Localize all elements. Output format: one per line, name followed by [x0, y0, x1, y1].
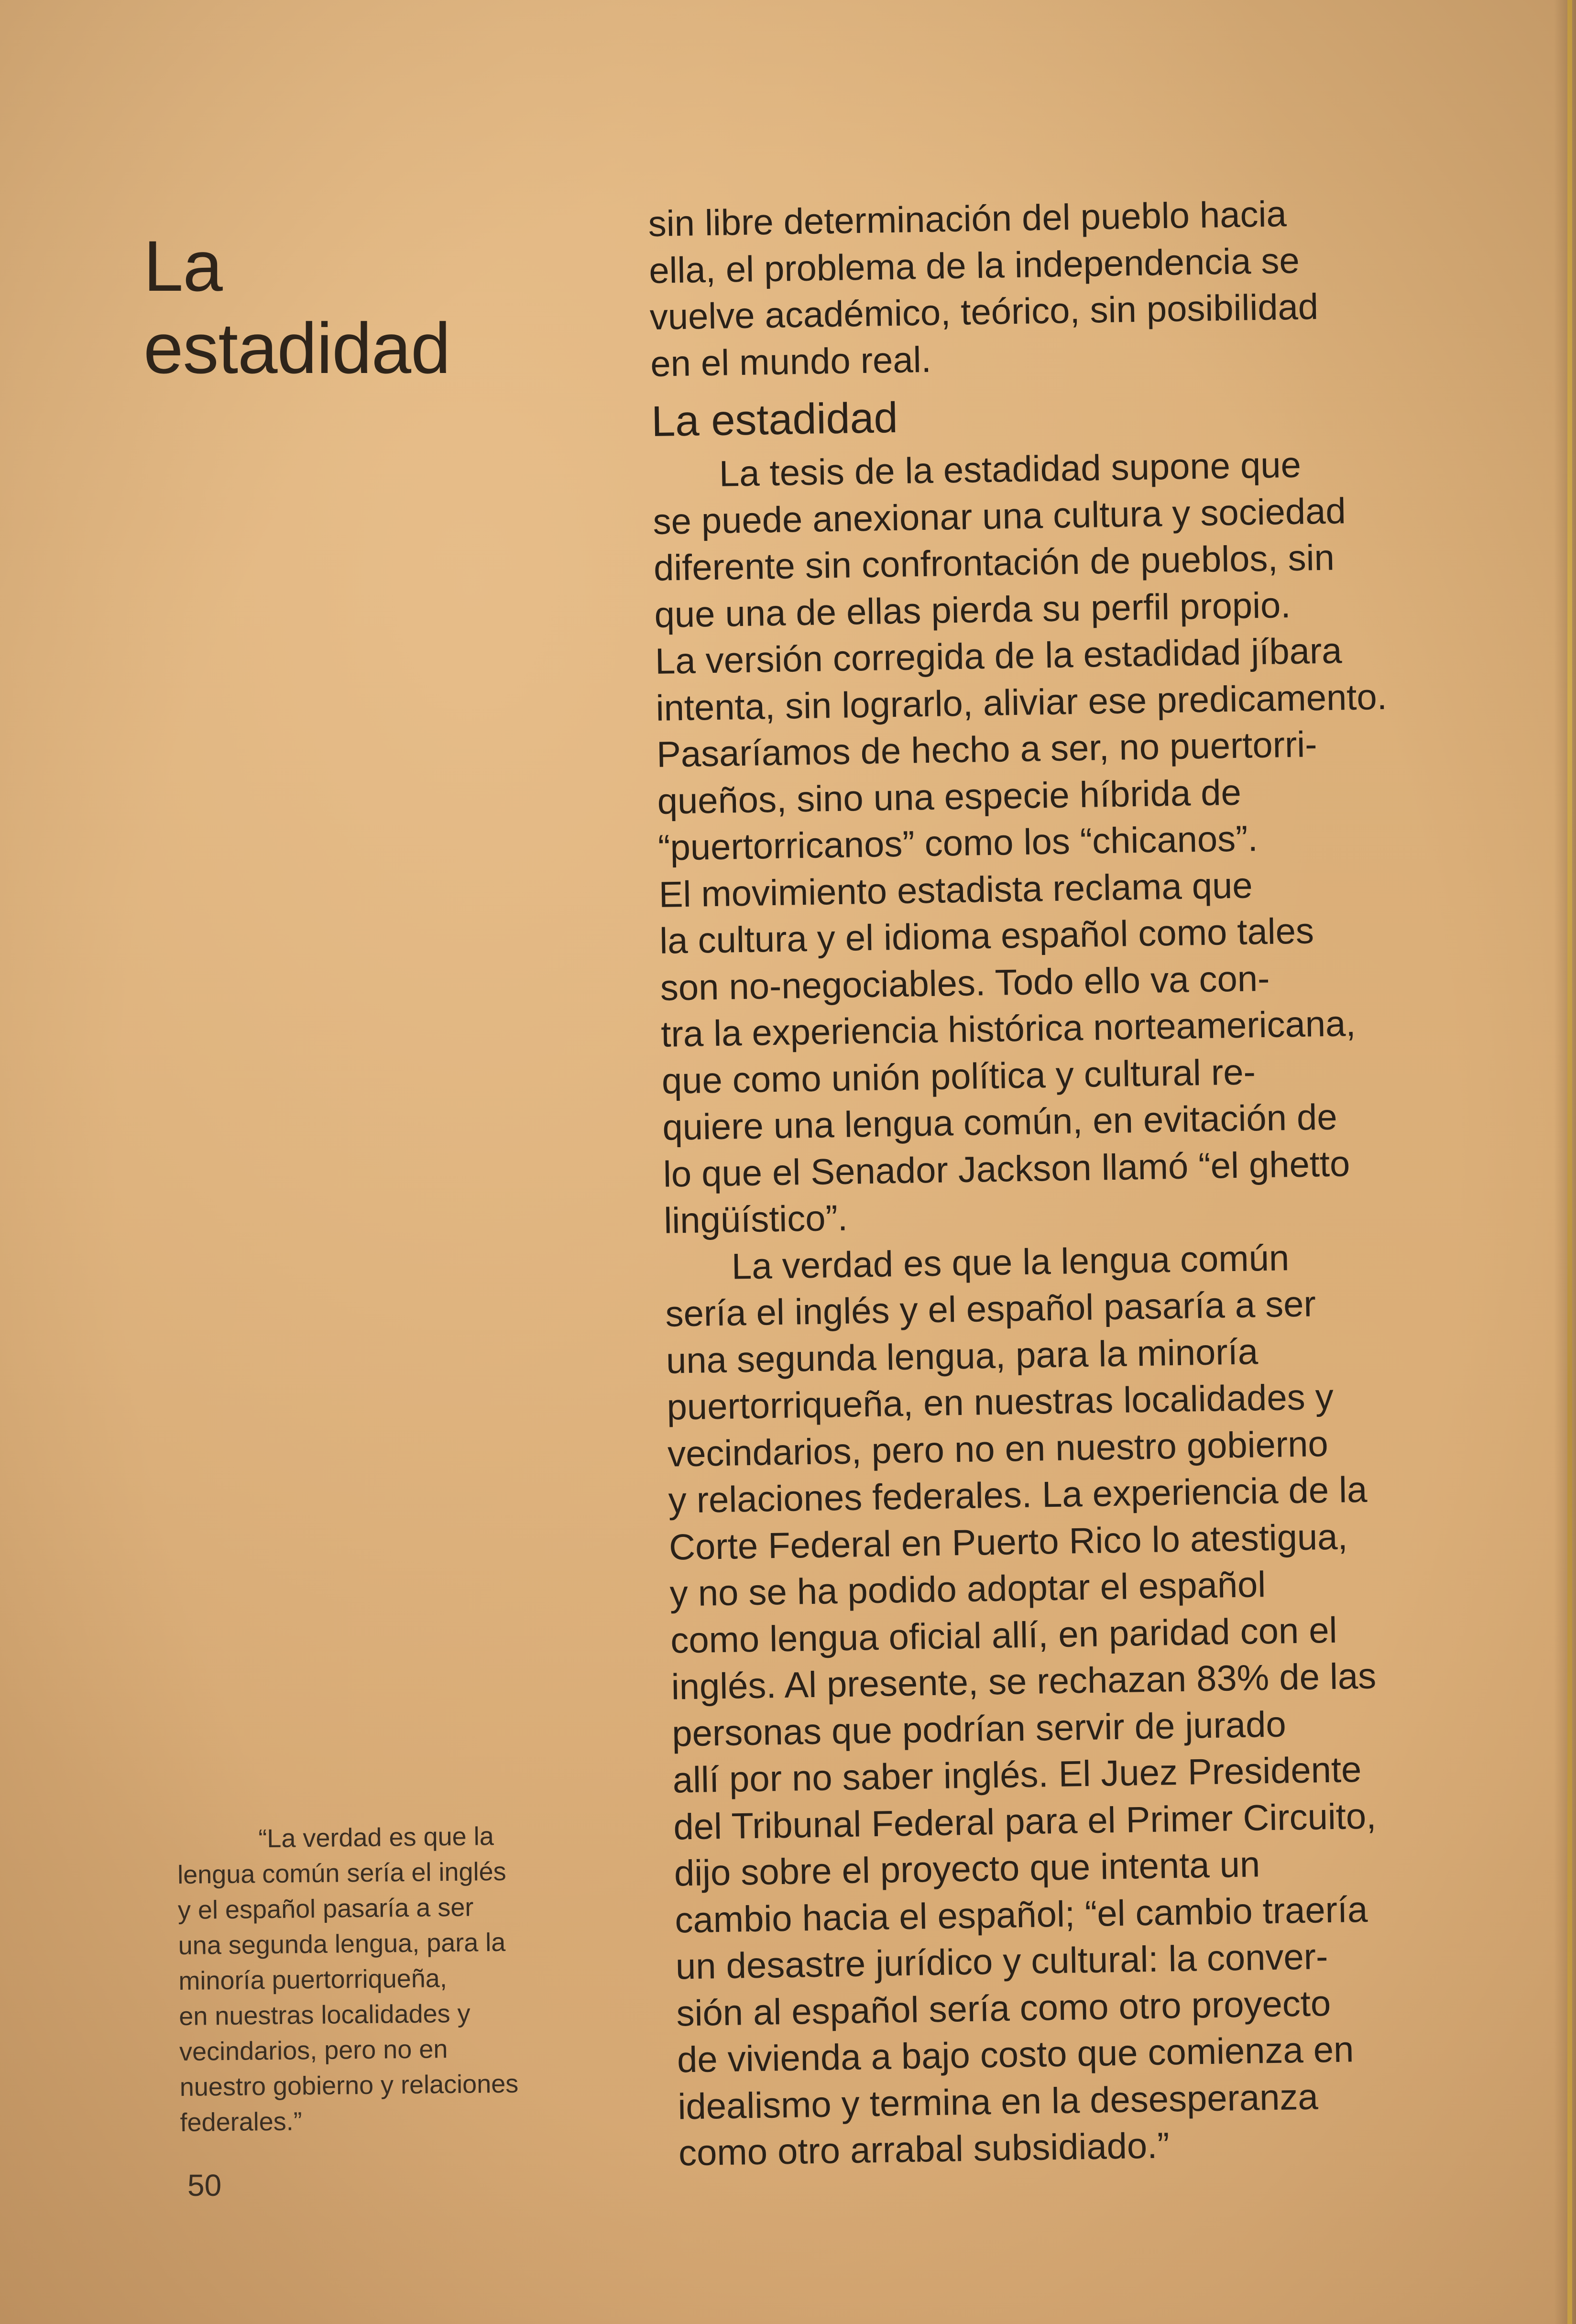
- section-heading-line-1: La: [143, 226, 222, 306]
- text-line: y no se ha podido adoptar el español: [669, 1564, 1266, 1614]
- intro-paragraph: [648, 187, 1526, 387]
- text-line: “puertorricanos” como los “chicanos”.: [657, 818, 1259, 868]
- text-line: inglés. Al presente, se rechazan 83% de las: [671, 1655, 1377, 1708]
- text-line: se puede anexionar una cultura y sociedad: [652, 490, 1346, 542]
- text-line: puertorriqueña, en nuestras localidades y: [666, 1376, 1334, 1428]
- pull-quote-line: una segunda lengua, para la: [178, 1928, 506, 1960]
- text-line: un desastre jurídico y cultural: la conver-: [675, 1936, 1328, 1987]
- text-line: sería el inglés y el español pasaría a ser: [665, 1283, 1316, 1335]
- text-line: vecindarios, pero no en nuestro gobierno: [667, 1423, 1329, 1475]
- body-paragraph-2: [664, 1230, 1554, 2177]
- subheading: La estadidad: [651, 394, 898, 446]
- text-line: queños, sino una especie híbrida de: [657, 772, 1242, 822]
- pull-quote-line: en nuestras localidades y: [178, 1999, 471, 2031]
- text-line: sin libre determinación del pueblo hacia: [648, 194, 1287, 244]
- main-text-column: [648, 187, 1554, 2177]
- text-line: lo que el Senador Jackson llamó “el ghetto: [663, 1143, 1350, 1195]
- text-line: allí por no saber inglés. El Juez Presidente: [672, 1749, 1362, 1801]
- text-line: la cultura y el idioma español como tales: [659, 910, 1314, 962]
- text-line: vuelve académico, teórico, sin posibilidad: [649, 286, 1319, 338]
- section-heading-line-2: estadidad: [143, 308, 450, 388]
- pull-quote-line: vecindarios, pero no en: [179, 2035, 448, 2066]
- body-paragraph-1: [652, 438, 1539, 1244]
- text-line: Pasaríamos de hecho a ser, no puertorri-: [656, 724, 1318, 775]
- text-line: idealismo y termina en la desesperanza: [677, 2076, 1319, 2127]
- pull-quote-line: y el español pasaría a ser: [177, 1893, 474, 1925]
- text-line: diferente sin confrontación de pueblos, sin: [653, 537, 1335, 589]
- text-line: tra la experiencia histórica norteamericana,: [660, 1003, 1357, 1055]
- text-line: Corte Federal en Puerto Rico lo atestigua,: [668, 1516, 1348, 1568]
- pull-quote-line: nuestro gobierno y relaciones: [179, 2069, 519, 2102]
- text-line: quiere una lengua común, en evitación de: [662, 1096, 1338, 1148]
- text-line: La versión corregida de la estadidad jíbara: [655, 630, 1343, 682]
- pull-quote: [177, 1817, 639, 2140]
- text-line: de vivienda a bajo costo que comienza en: [677, 2029, 1354, 2081]
- text-line: y relaciones federales. La experiencia de la: [668, 1469, 1368, 1521]
- text-line: El movimiento estadista reclama que: [658, 865, 1253, 915]
- section-heading: [143, 225, 564, 389]
- text-line: en el mundo real.: [650, 339, 932, 384]
- text-line: que una de ellas pierda su perfil propio.: [654, 584, 1291, 636]
- text-line: como lengua oficial allí, en paridad con el: [670, 1610, 1337, 1661]
- text-line: como otro arrabal subsidiado.”: [678, 2125, 1170, 2174]
- pull-quote-line: lengua común sería el inglés: [177, 1857, 506, 1889]
- pull-quote-line: “La verdad es que la: [258, 1822, 494, 1853]
- text-line: son no-negociables. Todo ello va con-: [660, 958, 1270, 1009]
- page-number: 50: [187, 2168, 222, 2203]
- text-line: cambio hacia el español; “el cambio traería: [674, 1889, 1368, 1941]
- page-edge: [1554, 0, 1576, 2324]
- text-line: una segunda lengua, para la minoría: [666, 1331, 1259, 1381]
- text-line: personas que podrían servir de jurado: [671, 1703, 1287, 1754]
- pull-quote-line: federales.”: [180, 2107, 303, 2137]
- text-line: La tesis de la estadidad supone que: [719, 444, 1302, 494]
- text-line: sión al español sería como otro proyecto: [676, 1983, 1331, 2034]
- text-line: La verdad es que la lengua común: [731, 1237, 1290, 1287]
- pull-quote-line: minoría puertorriqueña,: [178, 1964, 448, 1995]
- text-line: ella, el problema de la independencia se: [648, 240, 1300, 291]
- text-line: intenta, sin lograrlo, aliviar ese predicamento.: [655, 676, 1388, 729]
- text-line: dijo sobre el proyecto que intenta un: [674, 1844, 1260, 1894]
- text-line: del Tribunal Federal para el Primer Circuito,: [673, 1795, 1377, 1848]
- text-line: que como unión política y cultural re-: [661, 1051, 1256, 1102]
- text-line: lingüístico”.: [663, 1197, 848, 1241]
